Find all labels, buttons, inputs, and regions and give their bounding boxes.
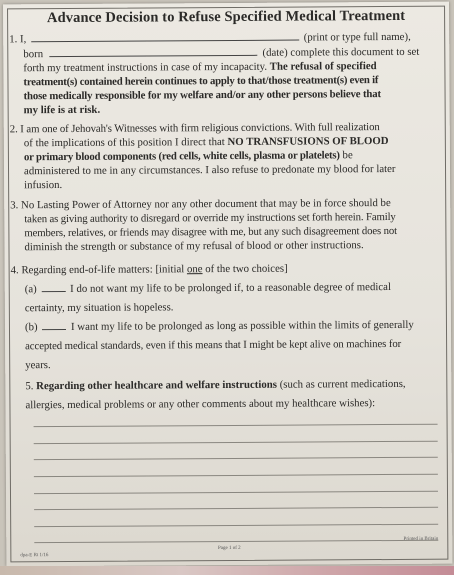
s2-line3: be	[342, 149, 353, 162]
s5-line2: allergies, medical problems or any other comments about my healthcare wishes):	[25, 396, 376, 411]
s1-line3: forth my treatment instructions in case of my incapacity.	[23, 60, 268, 75]
form-code: dpa-E Rt 1/16	[20, 553, 49, 559]
birth-date-field[interactable]	[49, 46, 257, 57]
s5-bold: Regarding other healthcare and welfare instructions	[36, 378, 278, 392]
section-1	[9, 30, 440, 118]
s2-line2: of the implications of this position I direct that	[23, 136, 225, 150]
s5-text: (such as current medications,	[279, 377, 406, 391]
s2-line5: infusion.	[24, 179, 63, 192]
choice-b-label: (b)	[24, 320, 38, 333]
s1-line6: my life is at risk.	[23, 103, 101, 116]
document-title: Advance Decision to Refuse Specified Medical Treatment	[46, 7, 406, 27]
s4-heading-end: of the two choices]	[205, 262, 288, 275]
s1-line1-end: (print or type full name),	[303, 30, 411, 44]
writing-line[interactable]	[34, 524, 438, 543]
full-name-field[interactable]	[31, 31, 299, 43]
s2-line1: 2. I am one of Jehovah's Witnesses with firm religious convictions. With full realization	[9, 121, 380, 136]
choice-b-initial-field[interactable]	[42, 320, 66, 330]
s2-line2-bold: NO TRANSFUSIONS OF BLOOD	[227, 135, 389, 149]
s1-line3-bold: The refusal of specified	[269, 59, 377, 73]
s3-line1: 3. No Lasting Power of Attorney nor any other document that may be in force should be	[10, 196, 391, 212]
choice-a-label: (a)	[24, 282, 37, 295]
s4-one: one	[186, 262, 203, 275]
section-3	[10, 197, 440, 255]
section-2	[10, 121, 440, 193]
s2-line3-bold: or primary blood components (red cells, white cells, plasma or platelets)	[23, 149, 340, 164]
s1-line4: treatment(s) contained herein continues to apply to that/those treatment(s) even if	[23, 73, 379, 88]
s3-line3: members, relatives, or friends may disagree with me, but any such disagreement does not	[24, 224, 397, 240]
s2-line4: administered to me in any circumstances. I also refuse to predonate my blood for later	[23, 163, 396, 178]
s3-line2: taken as giving authority to disregard or override my instructions set forth herein. Family	[24, 210, 396, 226]
s1-born-label: born	[23, 48, 44, 61]
s3-line4: diminish the strength or substance of my refusal of blood or other instructions.	[24, 238, 364, 253]
s5-number: 5.	[25, 379, 34, 392]
printed-in: Printed in Britain	[403, 536, 439, 542]
choice-b-text2: accepted medical standards, even if this means that I might be kept alive on machines for	[25, 337, 402, 352]
s1-line2-end: (date) complete this document to set	[262, 45, 420, 59]
background-fabric	[0, 566, 454, 575]
document-page	[3, 2, 452, 567]
s1-number: 1. I,	[9, 33, 27, 46]
choice-b-text3: years.	[25, 358, 51, 371]
choice-a-text: I do not want my life to be prolonged if, to a reasonable degree of medical	[70, 280, 391, 295]
document-body	[9, 30, 442, 544]
choice-b-text: I want my life to be prolonged as long as possible within the limits of generally	[70, 318, 414, 333]
s4-heading: 4. Regarding end-of-life matters: [initial	[10, 262, 185, 276]
other-instructions-lines[interactable]	[11, 408, 442, 543]
choice-a-initial-field[interactable]	[41, 282, 65, 292]
choice-a-text2: certainty, my situation is hopeless.	[24, 300, 174, 314]
s1-line5: those medically responsible for my welfare and/or any other persons believe that	[23, 87, 381, 102]
page-number: Page 1 of 2	[217, 545, 241, 552]
section-4	[11, 258, 442, 375]
